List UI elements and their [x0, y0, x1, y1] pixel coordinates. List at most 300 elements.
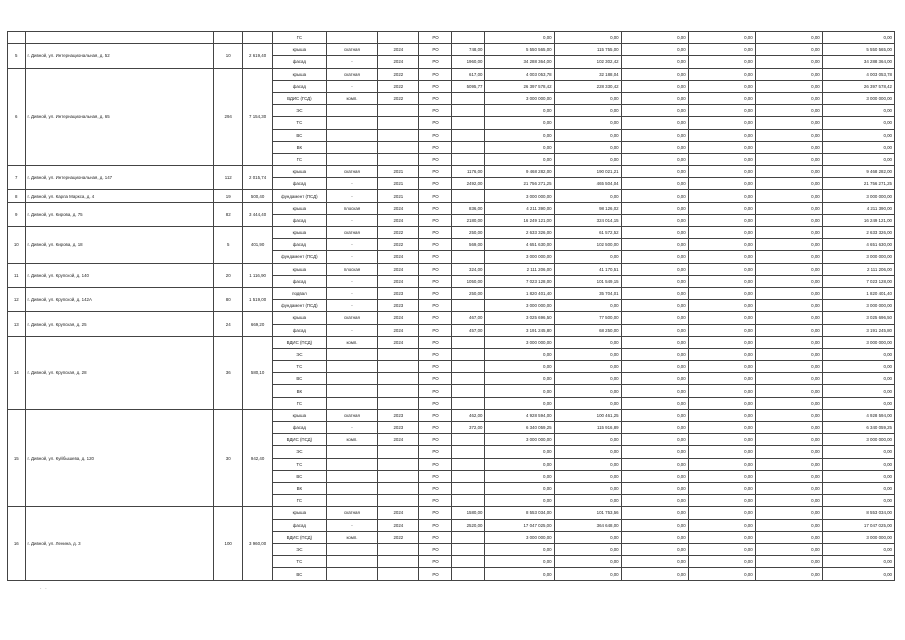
budget-cell: 0,00: [688, 227, 755, 239]
unit-cost-cell: 0,00: [554, 446, 621, 458]
address-cell: [25, 32, 214, 44]
unit-cost-cell: 0,00: [554, 300, 621, 312]
house-number-cell: 9: [8, 202, 26, 226]
cost-cell: 0,00: [485, 117, 554, 129]
address-cell: г. Дивной, ул. Крупской, д. 142А: [25, 287, 214, 311]
unit-cost-cell: 190 021,21: [554, 166, 621, 178]
budget-cell: 0,00: [688, 531, 755, 543]
budget-cell: 0,00: [688, 556, 755, 568]
unit-cell: РО: [419, 324, 452, 336]
roof-type-cell: плоская: [326, 202, 378, 214]
total-cell: 0,00: [822, 397, 894, 409]
owners-cell: 0,00: [755, 519, 822, 531]
unit-cell: РО: [419, 361, 452, 373]
house-number-cell: 5: [8, 44, 26, 68]
unit-cost-cell: 0,00: [554, 141, 621, 153]
budget-cell: 0,00: [688, 458, 755, 470]
work-type-cell: подвал: [273, 287, 327, 299]
year-cell: 2021: [378, 178, 419, 190]
quantity-cell: [452, 153, 485, 165]
work-type-cell: фундамент (ПСД): [273, 300, 327, 312]
quantity-cell: 467,00: [452, 312, 485, 324]
total-cell: 0,00: [822, 482, 894, 494]
budget-cell: 0,00: [688, 495, 755, 507]
work-type-cell: крыша: [273, 44, 327, 56]
house-number-cell: 6: [8, 68, 26, 166]
unit-cell: РО: [419, 470, 452, 482]
quantity-cell: 1960,00: [452, 56, 485, 68]
owners-cell: 0,00: [755, 141, 822, 153]
quantity-cell: [452, 361, 485, 373]
roof-type-cell: [326, 482, 378, 494]
year-cell: [378, 141, 419, 153]
total-cell: 0,00: [822, 141, 894, 153]
unit-cell: РО: [419, 44, 452, 56]
unit-cell: РО: [419, 568, 452, 581]
quantity-cell: [452, 300, 485, 312]
cost-cell: 0,00: [485, 568, 554, 581]
owners-cell: 0,00: [755, 153, 822, 165]
quantity-cell: [452, 336, 485, 348]
work-type-cell: фундамент (ПСД): [273, 190, 327, 202]
owners-cell: 0,00: [755, 190, 822, 202]
apartments-cell: 20: [214, 263, 243, 287]
roof-type-cell: -: [326, 287, 378, 299]
cost-cell: 0,00: [485, 385, 554, 397]
cost-cell: 0,00: [485, 470, 554, 482]
roof-type-cell: -: [326, 80, 378, 92]
owners-cell: 0,00: [755, 409, 822, 421]
roof-type-cell: -: [326, 275, 378, 287]
year-cell: [378, 373, 419, 385]
work-type-cell: крыша: [273, 68, 327, 80]
cost-cell: 0,00: [485, 361, 554, 373]
cost-cell: 0,00: [485, 373, 554, 385]
year-cell: [378, 495, 419, 507]
quantity-cell: [452, 385, 485, 397]
owners-cell: 0,00: [755, 556, 822, 568]
unit-cost-cell: 101 549,15: [554, 275, 621, 287]
house-number-cell: 8: [8, 190, 26, 202]
budget-cell: 0,00: [688, 263, 755, 275]
owners-cell: 0,00: [755, 214, 822, 226]
total-cell: 3 000 000,00: [822, 336, 894, 348]
total-cell: 3 025 696,50: [822, 312, 894, 324]
year-cell: 2021: [378, 190, 419, 202]
roof-type-cell: [326, 117, 378, 129]
fund-cell: 0,00: [621, 227, 688, 239]
owners-cell: 0,00: [755, 324, 822, 336]
fund-cell: 0,00: [621, 56, 688, 68]
year-cell: [378, 129, 419, 141]
unit-cost-cell: 0,00: [554, 470, 621, 482]
owners-cell: 0,00: [755, 385, 822, 397]
roof-type-cell: [326, 373, 378, 385]
total-cell: 0,00: [822, 129, 894, 141]
quantity-cell: 2520,00: [452, 519, 485, 531]
apartments-cell: 19: [214, 190, 243, 202]
total-cell: 0,00: [822, 470, 894, 482]
fund-cell: 0,00: [621, 190, 688, 202]
unit-cell: РО: [419, 287, 452, 299]
total-cell: 0,00: [822, 556, 894, 568]
house-number-cell: 16: [8, 507, 26, 581]
year-cell: 2024: [378, 251, 419, 263]
cost-cell: 0,00: [485, 141, 554, 153]
apartments-cell: 24: [214, 312, 243, 336]
work-type-cell: ВС: [273, 373, 327, 385]
roof-type-cell: -: [326, 324, 378, 336]
fund-cell: 0,00: [621, 166, 688, 178]
work-type-cell: фасад: [273, 324, 327, 336]
area-cell: 7 154,30: [243, 68, 273, 166]
work-type-cell: ВДИС (ПСД): [273, 531, 327, 543]
work-type-cell: ВС: [273, 470, 327, 482]
table-row: [8, 227, 895, 239]
unit-cost-cell: 100 461,25: [554, 409, 621, 421]
fund-cell: 0,00: [621, 519, 688, 531]
address-cell: г. Дивной, ул. Ленина, д. 3: [25, 507, 214, 581]
unit-cell: РО: [419, 32, 452, 44]
unit-cost-cell: 0,00: [554, 543, 621, 555]
total-cell: 3 191 245,80: [822, 324, 894, 336]
quantity-cell: [452, 434, 485, 446]
work-type-cell: ВС: [273, 568, 327, 581]
cost-cell: 7 023 128,00: [485, 275, 554, 287]
fund-cell: 0,00: [621, 239, 688, 251]
year-cell: 2024: [378, 507, 419, 519]
house-number-cell: 15: [8, 409, 26, 507]
year-cell: [378, 361, 419, 373]
owners-cell: 0,00: [755, 251, 822, 263]
cost-cell: 0,00: [485, 105, 554, 117]
cost-cell: 4 211 390,00: [485, 202, 554, 214]
fund-cell: 0,00: [621, 507, 688, 519]
year-cell: [378, 397, 419, 409]
total-cell: 8 553 034,00: [822, 507, 894, 519]
roof-type-cell: [326, 470, 378, 482]
address-cell: г. Дивной, ул. Интернациональная, д. 52: [25, 44, 214, 68]
quantity-cell: [452, 141, 485, 153]
total-cell: 0,00: [822, 117, 894, 129]
total-cell: 7 023 128,00: [822, 275, 894, 287]
owners-cell: 0,00: [755, 361, 822, 373]
cost-cell: 0,00: [485, 458, 554, 470]
year-cell: 2024: [378, 312, 419, 324]
area-cell: 1 519,00: [243, 287, 273, 311]
unit-cell: РО: [419, 227, 452, 239]
house-number-cell: 7: [8, 166, 26, 190]
roof-type-cell: [326, 361, 378, 373]
year-cell: [378, 482, 419, 494]
cost-cell: 2 111 206,00: [485, 263, 554, 275]
unit-cost-cell: 0,00: [554, 153, 621, 165]
unit-cost-cell: 228 330,42: [554, 80, 621, 92]
address-cell: г. Дивной, ул. Кирова, д. 18: [25, 227, 214, 264]
work-type-cell: ВК: [273, 385, 327, 397]
owners-cell: 0,00: [755, 568, 822, 581]
owners-cell: 0,00: [755, 373, 822, 385]
area-cell: 1 116,90: [243, 263, 273, 287]
cost-cell: 9 468 282,00: [485, 166, 554, 178]
work-type-cell: крыша: [273, 263, 327, 275]
unit-cost-cell: 0,00: [554, 568, 621, 581]
fund-cell: 0,00: [621, 446, 688, 458]
repair-program-table: [7, 31, 895, 581]
year-cell: [378, 568, 419, 581]
apartments-cell: 294: [214, 68, 243, 166]
unit-cost-cell: 0,00: [554, 373, 621, 385]
year-cell: [378, 470, 419, 482]
total-cell: 6 340 059,25: [822, 422, 894, 434]
budget-cell: 0,00: [688, 434, 755, 446]
total-cell: 9 468 282,00: [822, 166, 894, 178]
unit-cost-cell: 0,00: [554, 92, 621, 104]
total-cell: 4 651 630,00: [822, 239, 894, 251]
work-type-cell: фасад: [273, 239, 327, 251]
cost-cell: 3 000 000,00: [485, 434, 554, 446]
owners-cell: 0,00: [755, 56, 822, 68]
work-type-cell: ЭС: [273, 105, 327, 117]
owners-cell: 0,00: [755, 32, 822, 44]
quantity-cell: 5095,77: [452, 80, 485, 92]
unit-cell: РО: [419, 153, 452, 165]
unit-cell: РО: [419, 348, 452, 360]
house-number-cell: [8, 32, 26, 44]
roof-type-cell: комп.: [326, 92, 378, 104]
roof-type-cell: скатная: [326, 409, 378, 421]
quantity-cell: [452, 568, 485, 581]
fund-cell: 0,00: [621, 129, 688, 141]
table-row: [8, 32, 895, 44]
fund-cell: 0,00: [621, 556, 688, 568]
year-cell: [378, 556, 419, 568]
unit-cost-cell: 0,00: [554, 482, 621, 494]
roof-type-cell: скатная: [326, 44, 378, 56]
roof-type-cell: -: [326, 239, 378, 251]
house-number-cell: 10: [8, 227, 26, 264]
fund-cell: 0,00: [621, 251, 688, 263]
owners-cell: 0,00: [755, 105, 822, 117]
unit-cell: РО: [419, 178, 452, 190]
fund-cell: 0,00: [621, 214, 688, 226]
fund-cell: 0,00: [621, 348, 688, 360]
apartments-cell: 30: [214, 409, 243, 507]
unit-cost-cell: 324 014,15: [554, 214, 621, 226]
unit-cost-cell: 0,00: [554, 348, 621, 360]
area-cell: 942,40: [243, 409, 273, 507]
quantity-cell: 250,00: [452, 227, 485, 239]
quantity-cell: 1050,00: [452, 275, 485, 287]
budget-cell: 0,00: [688, 44, 755, 56]
roof-type-cell: скатная: [326, 312, 378, 324]
budget-cell: 0,00: [688, 239, 755, 251]
address-cell: г. Дивной, ул. Интернациональная, д. 65: [25, 68, 214, 166]
area-cell: 401,90: [243, 227, 273, 264]
owners-cell: 0,00: [755, 446, 822, 458]
year-cell: 2021: [378, 166, 419, 178]
total-cell: 2 633 326,00: [822, 227, 894, 239]
fund-cell: 0,00: [621, 105, 688, 117]
roof-type-cell: -: [326, 251, 378, 263]
unit-cell: РО: [419, 373, 452, 385]
budget-cell: 0,00: [688, 287, 755, 299]
budget-cell: 0,00: [688, 202, 755, 214]
table-row: [8, 263, 895, 275]
fund-cell: 0,00: [621, 117, 688, 129]
roof-type-cell: [326, 348, 378, 360]
fund-cell: 0,00: [621, 397, 688, 409]
fund-cell: 0,00: [621, 153, 688, 165]
unit-cell: РО: [419, 117, 452, 129]
fund-cell: 0,00: [621, 336, 688, 348]
quantity-cell: [452, 543, 485, 555]
area-cell: 3 444,40: [243, 202, 273, 226]
roof-type-cell: [326, 568, 378, 581]
unit-cost-cell: 0,00: [554, 105, 621, 117]
owners-cell: 0,00: [755, 507, 822, 519]
unit-cell: РО: [419, 129, 452, 141]
unit-cell: РО: [419, 409, 452, 421]
year-cell: 2024: [378, 434, 419, 446]
quantity-cell: 1580,00: [452, 507, 485, 519]
cost-cell: 3 000 000,00: [485, 300, 554, 312]
quantity-cell: 324,00: [452, 263, 485, 275]
cost-cell: 2 633 326,00: [485, 227, 554, 239]
roof-type-cell: -: [326, 214, 378, 226]
year-cell: [378, 348, 419, 360]
budget-cell: 0,00: [688, 397, 755, 409]
fund-cell: 0,00: [621, 324, 688, 336]
roof-type-cell: [326, 495, 378, 507]
unit-cost-cell: 115 916,89: [554, 422, 621, 434]
cost-cell: 5 550 565,00: [485, 44, 554, 56]
roof-type-cell: комп.: [326, 434, 378, 446]
year-cell: [378, 446, 419, 458]
total-cell: 21 756 271,25: [822, 178, 894, 190]
house-number-cell: 12: [8, 287, 26, 311]
table-row: [8, 287, 895, 299]
cost-cell: 0,00: [485, 397, 554, 409]
fund-cell: 0,00: [621, 287, 688, 299]
year-cell: 2023: [378, 422, 419, 434]
budget-cell: 0,00: [688, 190, 755, 202]
unit-cell: РО: [419, 458, 452, 470]
roof-type-cell: -: [326, 56, 378, 68]
address-cell: г. Дивной, ул. Куйбышева, д. 120: [25, 409, 214, 507]
budget-cell: 0,00: [688, 166, 755, 178]
apartments-cell: 100: [214, 507, 243, 581]
budget-cell: 0,00: [688, 336, 755, 348]
cost-cell: 0,00: [485, 556, 554, 568]
house-number-cell: 11: [8, 263, 26, 287]
cost-cell: 0,00: [485, 482, 554, 494]
apartments-cell: 112: [214, 166, 243, 190]
work-type-cell: ТС: [273, 556, 327, 568]
cost-cell: 3 191 245,80: [485, 324, 554, 336]
unit-cell: РО: [419, 214, 452, 226]
quantity-cell: [452, 458, 485, 470]
unit-cost-cell: 77 500,00: [554, 312, 621, 324]
unit-cell: РО: [419, 275, 452, 287]
fund-cell: 0,00: [621, 141, 688, 153]
budget-cell: 0,00: [688, 519, 755, 531]
year-cell: 2022: [378, 80, 419, 92]
quantity-cell: 250,00: [452, 287, 485, 299]
table-row: [8, 166, 895, 178]
total-cell: 2 111 206,00: [822, 263, 894, 275]
apartments-cell: 80: [214, 287, 243, 311]
unit-cost-cell: 68 250,00: [554, 324, 621, 336]
work-type-cell: крыша: [273, 312, 327, 324]
owners-cell: 0,00: [755, 117, 822, 129]
total-cell: 1 820 401,40: [822, 287, 894, 299]
unit-cost-cell: 0,00: [554, 117, 621, 129]
unit-cell: РО: [419, 251, 452, 263]
table-row: [8, 44, 895, 56]
roof-type-cell: [326, 397, 378, 409]
cost-cell: 4 003 053,78: [485, 68, 554, 80]
unit-cost-cell: 0,00: [554, 251, 621, 263]
quantity-cell: [452, 117, 485, 129]
owners-cell: 0,00: [755, 178, 822, 190]
year-cell: 2022: [378, 92, 419, 104]
total-cell: 3 000 000,00: [822, 190, 894, 202]
work-type-cell: ВДИС (ГСД): [273, 92, 327, 104]
roof-type-cell: скатная: [326, 166, 378, 178]
owners-cell: 0,00: [755, 531, 822, 543]
quantity-cell: 2492,00: [452, 178, 485, 190]
quantity-cell: [452, 129, 485, 141]
year-cell: 2024: [378, 519, 419, 531]
roof-type-cell: скатная: [326, 68, 378, 80]
fund-cell: 0,00: [621, 178, 688, 190]
work-type-cell: фасад: [273, 422, 327, 434]
address-cell: г. Дивной, ул. Карла Маркса, д. 4: [25, 190, 214, 202]
fund-cell: 0,00: [621, 68, 688, 80]
fund-cell: 0,00: [621, 275, 688, 287]
year-cell: [378, 32, 419, 44]
unit-cost-cell: 0,00: [554, 458, 621, 470]
unit-cost-cell: 61 572,52: [554, 227, 621, 239]
unit-cell: РО: [419, 80, 452, 92]
unit-cost-cell: 41 170,51: [554, 263, 621, 275]
year-cell: 2022: [378, 239, 419, 251]
work-type-cell: ТС: [273, 458, 327, 470]
unit-cell: РО: [419, 202, 452, 214]
total-cell: 3 000 000,00: [822, 92, 894, 104]
unit-cell: РО: [419, 105, 452, 117]
fund-cell: 0,00: [621, 263, 688, 275]
cost-cell: 3 000 000,00: [485, 92, 554, 104]
footer-marks: · ·: [40, 586, 48, 592]
cost-cell: 16 249 121,00: [485, 214, 554, 226]
table-row: [8, 336, 895, 348]
unit-cost-cell: 102 302,42: [554, 56, 621, 68]
total-cell: 26 397 578,42: [822, 80, 894, 92]
cost-cell: 17 047 025,00: [485, 519, 554, 531]
roof-type-cell: скатная: [326, 227, 378, 239]
apartments-cell: 36: [214, 336, 243, 409]
roof-type-cell: [326, 141, 378, 153]
roof-type-cell: [326, 129, 378, 141]
house-number-cell: 14: [8, 336, 26, 409]
budget-cell: 0,00: [688, 324, 755, 336]
budget-cell: 0,00: [688, 80, 755, 92]
fund-cell: 0,00: [621, 32, 688, 44]
quantity-cell: [452, 397, 485, 409]
total-cell: 17 047 025,00: [822, 519, 894, 531]
